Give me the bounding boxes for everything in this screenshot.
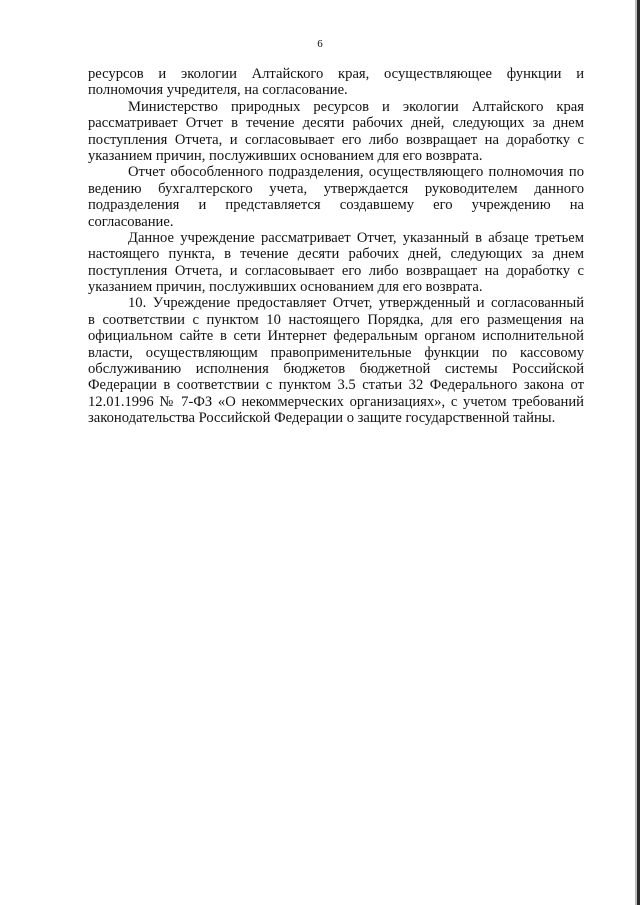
text-line: Отчет обособленного подразделения, осуществляющего полномочия по bbox=[128, 164, 584, 181]
text-line: подразделения и представляется создавшему его учреждению на bbox=[88, 197, 584, 214]
paragraph-2 bbox=[88, 99, 584, 165]
text-line: согласование. bbox=[88, 213, 174, 230]
paragraph-3 bbox=[88, 164, 584, 230]
document-body bbox=[88, 66, 584, 427]
text-line: в соответствии с пунктом 10 настоящего Порядка, для его размещения на bbox=[88, 311, 584, 328]
paragraph-1 bbox=[88, 66, 584, 99]
text-line: власти, осуществляющим правоприменительные функции по кассовому bbox=[88, 344, 584, 361]
text-line: Данное учреждение рассматривает Отчет, указанный в абзаце третьем bbox=[128, 229, 584, 246]
text-line: законодательства Российской Федерации о защите государственной тайны. bbox=[88, 410, 556, 427]
text-line: ведению бухгалтерского учета, утверждается руководителем данного bbox=[88, 180, 584, 197]
text-line: обслуживанию исполнения бюджетов бюджетной системы Российской bbox=[88, 361, 584, 378]
page-number: 6 bbox=[317, 38, 323, 50]
text-line: полномочия учредителя, на согласование. bbox=[88, 82, 348, 99]
paragraph-5 bbox=[88, 295, 584, 426]
text-line: ресурсов и экологии Алтайского края, осуществляющее функции и bbox=[88, 66, 584, 82]
text-line: поступления Отчета, и согласовывает его либо возвращает на доработку с bbox=[88, 131, 584, 148]
text-line: Министерство природных ресурсов и экологии Алтайского края bbox=[128, 98, 584, 115]
text-line: официальном сайте в сети Интернет федеральным органом исполнительной bbox=[88, 328, 584, 345]
text-line: указанием причин, послуживших основанием для его возврата. bbox=[88, 279, 483, 296]
text-line: Федерации в соответствии с пунктом 3.5 статьи 32 Федерального закона от bbox=[88, 377, 584, 394]
text-line: 12.01.1996 № 7-ФЗ «О некоммерческих организациях», с учетом требований bbox=[88, 393, 584, 410]
text-line: указанием причин, послуживших основанием для его возврата. bbox=[88, 147, 483, 164]
text-line: настоящего пункта, в течение десяти рабочих дней, следующих за днем bbox=[88, 246, 584, 263]
text-line: 10. Учреждение предоставляет Отчет, утвержденный и согласованный bbox=[128, 295, 584, 312]
paragraph-4 bbox=[88, 230, 584, 296]
text-line: рассматривает Отчет в течение десяти рабочих дней, следующих за днем bbox=[88, 115, 584, 132]
text-line: поступления Отчета, и согласовывает его либо возвращает на доработку с bbox=[88, 262, 584, 279]
